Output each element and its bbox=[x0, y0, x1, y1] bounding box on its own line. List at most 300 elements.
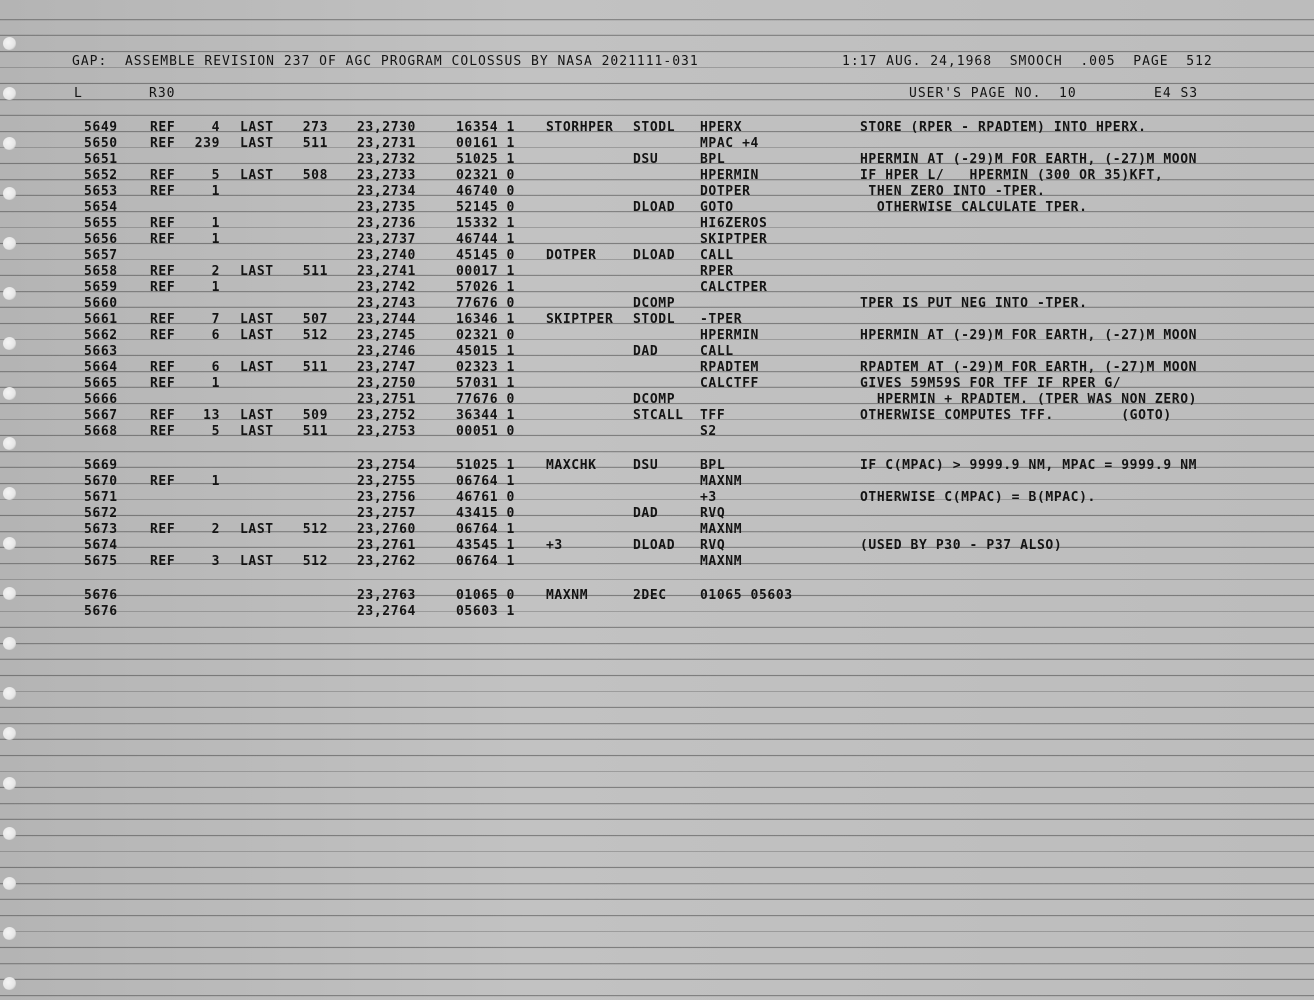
ref-keyword: REF bbox=[150, 184, 176, 199]
octal-word: 52145 0 bbox=[456, 200, 515, 215]
ref-count: 239 bbox=[194, 136, 220, 151]
last-keyword bbox=[240, 458, 284, 474]
label bbox=[546, 264, 634, 280]
last-keyword: LAST bbox=[240, 120, 274, 135]
octal-word: 00017 1 bbox=[456, 264, 515, 279]
line-number: 5650 bbox=[84, 136, 118, 151]
line-number: 5676 bbox=[84, 604, 118, 619]
operand: BPL bbox=[700, 458, 726, 473]
opcode bbox=[633, 136, 699, 152]
ref-count: 1 bbox=[211, 216, 220, 231]
opcode bbox=[633, 280, 699, 296]
last-page: 511 bbox=[302, 424, 328, 439]
address: 23,2740 bbox=[357, 248, 416, 263]
comment: GIVES 59M59S FOR TFF IF RPER G/ bbox=[860, 376, 1122, 391]
listing-row bbox=[0, 604, 1314, 620]
octal-word: 06764 1 bbox=[456, 554, 515, 569]
octal-word: 01065 0 bbox=[456, 588, 515, 603]
listing-row bbox=[0, 200, 1314, 216]
listing-row bbox=[0, 248, 1314, 264]
listing-row bbox=[0, 168, 1314, 184]
ref-count bbox=[188, 296, 220, 312]
last-page bbox=[292, 184, 328, 200]
ref-count: 7 bbox=[211, 312, 220, 327]
address: 23,2753 bbox=[357, 424, 416, 439]
last-keyword bbox=[240, 392, 284, 408]
comment bbox=[860, 474, 1300, 490]
label bbox=[546, 168, 634, 184]
listing-row bbox=[0, 184, 1314, 200]
opcode: STODL bbox=[633, 312, 676, 327]
comment: TPER IS PUT NEG INTO -TPER. bbox=[860, 296, 1088, 311]
ref-keyword: REF bbox=[150, 264, 176, 279]
last-page bbox=[292, 392, 328, 408]
comment bbox=[860, 424, 1300, 440]
last-page bbox=[292, 376, 328, 392]
ref-keyword: REF bbox=[150, 120, 176, 135]
ref-count bbox=[188, 506, 220, 522]
ref-keyword bbox=[150, 458, 190, 474]
last-page bbox=[292, 344, 328, 360]
listing-row bbox=[0, 216, 1314, 232]
address: 23,2745 bbox=[357, 328, 416, 343]
comment: HPERMIN AT (-29)M FOR EARTH, (-27)M MOON bbox=[860, 152, 1198, 167]
comment bbox=[860, 248, 1300, 264]
address: 23,2763 bbox=[357, 588, 416, 603]
octal-word: 51025 1 bbox=[456, 458, 515, 473]
last-page bbox=[292, 248, 328, 264]
last-keyword: LAST bbox=[240, 136, 274, 151]
comment bbox=[860, 216, 1300, 232]
last-page bbox=[292, 280, 328, 296]
address: 23,2750 bbox=[357, 376, 416, 391]
label bbox=[546, 216, 634, 232]
last-keyword: LAST bbox=[240, 554, 274, 569]
last-page bbox=[292, 200, 328, 216]
ref-count: 13 bbox=[203, 408, 220, 423]
feed-hole-icon bbox=[3, 727, 16, 740]
octal-word: 77676 0 bbox=[456, 296, 515, 311]
last-page bbox=[292, 588, 328, 604]
last-keyword bbox=[240, 296, 284, 312]
octal-word: 46761 0 bbox=[456, 490, 515, 505]
operand: GOTO bbox=[700, 200, 734, 215]
ref-keyword: REF bbox=[150, 376, 176, 391]
comment: OTHERWISE C(MPAC) = B(MPAC). bbox=[860, 490, 1096, 505]
address: 23,2742 bbox=[357, 280, 416, 295]
address: 23,2754 bbox=[357, 458, 416, 473]
ref-count bbox=[188, 538, 220, 554]
operand: RVQ bbox=[700, 506, 726, 521]
last-keyword bbox=[240, 506, 284, 522]
opcode bbox=[633, 376, 699, 392]
octal-word: 00051 0 bbox=[456, 424, 515, 439]
listing-row bbox=[0, 120, 1314, 136]
header-version: E4 S3 bbox=[1154, 86, 1199, 101]
octal-word: 36344 1 bbox=[456, 408, 515, 423]
opcode bbox=[633, 232, 699, 248]
line-number: 5673 bbox=[84, 522, 118, 537]
last-page bbox=[292, 232, 328, 248]
opcode bbox=[633, 424, 699, 440]
listing-row bbox=[0, 474, 1314, 490]
ref-count bbox=[188, 588, 220, 604]
last-keyword: LAST bbox=[240, 360, 274, 375]
last-keyword bbox=[240, 490, 284, 506]
ref-keyword bbox=[150, 152, 190, 168]
line-number: 5654 bbox=[84, 200, 118, 215]
opcode bbox=[633, 264, 699, 280]
label bbox=[546, 200, 634, 216]
comment bbox=[860, 264, 1300, 280]
address: 23,2760 bbox=[357, 522, 416, 537]
line-number: 5655 bbox=[84, 216, 118, 231]
opcode: DAD bbox=[633, 344, 659, 359]
listing-row bbox=[0, 588, 1314, 604]
ref-count bbox=[188, 604, 220, 620]
last-keyword bbox=[240, 216, 284, 232]
comment: IF C(MPAC) > 9999.9 NM, MPAC = 9999.9 NM bbox=[860, 458, 1198, 473]
comment: (USED BY P30 - P37 ALSO) bbox=[860, 538, 1063, 553]
label bbox=[546, 280, 634, 296]
label bbox=[546, 522, 634, 538]
address: 23,2752 bbox=[357, 408, 416, 423]
ref-keyword bbox=[150, 296, 190, 312]
label bbox=[546, 328, 634, 344]
ref-count: 5 bbox=[211, 168, 220, 183]
line-number: 5666 bbox=[84, 392, 118, 407]
label bbox=[546, 376, 634, 392]
line-number: 5656 bbox=[84, 232, 118, 247]
address: 23,2730 bbox=[357, 120, 416, 135]
last-page: 511 bbox=[302, 264, 328, 279]
label bbox=[546, 360, 634, 376]
operand: MAXNM bbox=[700, 522, 743, 537]
opcode: STODL bbox=[633, 120, 676, 135]
line-number: 5665 bbox=[84, 376, 118, 391]
last-page bbox=[292, 458, 328, 474]
line-number: 5662 bbox=[84, 328, 118, 343]
ref-keyword bbox=[150, 604, 190, 620]
octal-word: 06764 1 bbox=[456, 474, 515, 489]
address: 23,2764 bbox=[357, 604, 416, 619]
listing-row bbox=[0, 152, 1314, 168]
last-keyword: LAST bbox=[240, 264, 274, 279]
line-number: 5649 bbox=[84, 120, 118, 135]
listing-row bbox=[0, 522, 1314, 538]
label bbox=[546, 152, 634, 168]
comment: RPADTEM AT (-29)M FOR EARTH, (-27)M MOON bbox=[860, 360, 1198, 375]
listing-row bbox=[0, 408, 1314, 424]
octal-word: 51025 1 bbox=[456, 152, 515, 167]
address: 23,2751 bbox=[357, 392, 416, 407]
address: 23,2735 bbox=[357, 200, 416, 215]
octal-word: 05603 1 bbox=[456, 604, 515, 619]
operand: HPERX bbox=[700, 120, 743, 135]
line-number: 5663 bbox=[84, 344, 118, 359]
address: 23,2756 bbox=[357, 490, 416, 505]
label bbox=[546, 344, 634, 360]
line-number: 5674 bbox=[84, 538, 118, 553]
last-page: 511 bbox=[302, 136, 328, 151]
octal-word: 16354 1 bbox=[456, 120, 515, 135]
octal-word: 57031 1 bbox=[456, 376, 515, 391]
octal-word: 46744 1 bbox=[456, 232, 515, 247]
last-page bbox=[292, 152, 328, 168]
last-keyword bbox=[240, 280, 284, 296]
opcode bbox=[633, 184, 699, 200]
ref-keyword: REF bbox=[150, 312, 176, 327]
listing-row bbox=[0, 376, 1314, 392]
operand: RPER bbox=[700, 264, 734, 279]
last-keyword bbox=[240, 538, 284, 554]
opcode: DCOMP bbox=[633, 392, 676, 407]
octal-word: 43545 1 bbox=[456, 538, 515, 553]
last-page: 507 bbox=[302, 312, 328, 327]
last-keyword bbox=[240, 604, 284, 620]
ref-count bbox=[188, 200, 220, 216]
label bbox=[546, 604, 634, 620]
feed-hole-icon bbox=[3, 687, 16, 700]
ref-count: 2 bbox=[211, 264, 220, 279]
opcode bbox=[633, 168, 699, 184]
label: MAXNM bbox=[546, 588, 589, 603]
listing-row bbox=[0, 360, 1314, 376]
opcode: 2DEC bbox=[633, 588, 667, 603]
opcode bbox=[633, 328, 699, 344]
line-number: 5660 bbox=[84, 296, 118, 311]
listing-row bbox=[0, 328, 1314, 344]
address: 23,2757 bbox=[357, 506, 416, 521]
operand: -TPER bbox=[700, 312, 743, 327]
octal-word: 16346 1 bbox=[456, 312, 515, 327]
comment bbox=[860, 136, 1300, 152]
address: 23,2744 bbox=[357, 312, 416, 327]
ref-count: 4 bbox=[211, 120, 220, 135]
ref-count bbox=[188, 344, 220, 360]
operand bbox=[700, 604, 850, 620]
ref-keyword bbox=[150, 538, 190, 554]
operand: MPAC +4 bbox=[700, 136, 759, 151]
listing-row bbox=[0, 506, 1314, 522]
ref-count bbox=[188, 152, 220, 168]
address: 23,2733 bbox=[357, 168, 416, 183]
feed-hole-icon bbox=[3, 637, 16, 650]
ref-keyword: REF bbox=[150, 136, 176, 151]
operand: CALL bbox=[700, 248, 734, 263]
last-page: 273 bbox=[302, 120, 328, 135]
feed-hole-icon bbox=[3, 927, 16, 940]
last-keyword bbox=[240, 588, 284, 604]
header-l-marker: L bbox=[74, 86, 83, 101]
line-number: 5664 bbox=[84, 360, 118, 375]
label bbox=[546, 424, 634, 440]
octal-word: 02321 0 bbox=[456, 328, 515, 343]
operand: 01065 05603 bbox=[700, 588, 793, 603]
line-number: 5675 bbox=[84, 554, 118, 569]
line-number: 5659 bbox=[84, 280, 118, 295]
address: 23,2734 bbox=[357, 184, 416, 199]
last-keyword bbox=[240, 474, 284, 490]
ref-keyword: REF bbox=[150, 360, 176, 375]
ref-count: 1 bbox=[211, 184, 220, 199]
comment bbox=[860, 604, 1300, 620]
listing-row bbox=[0, 458, 1314, 474]
operand: CALCTFF bbox=[700, 376, 759, 391]
address: 23,2747 bbox=[357, 360, 416, 375]
address: 23,2737 bbox=[357, 232, 416, 247]
comment: OTHERWISE CALCULATE TPER. bbox=[860, 200, 1088, 215]
label bbox=[546, 392, 634, 408]
line-number: 5672 bbox=[84, 506, 118, 521]
octal-word: 15332 1 bbox=[456, 216, 515, 231]
ref-keyword bbox=[150, 248, 190, 264]
operand: RVQ bbox=[700, 538, 726, 553]
ref-count: 2 bbox=[211, 522, 220, 537]
line-number: 5676 bbox=[84, 588, 118, 603]
header-routine: R30 bbox=[149, 86, 176, 101]
opcode: DLOAD bbox=[633, 538, 676, 553]
last-keyword: LAST bbox=[240, 424, 274, 439]
label bbox=[546, 232, 634, 248]
opcode bbox=[633, 474, 699, 490]
listing-row bbox=[0, 296, 1314, 312]
ref-keyword bbox=[150, 588, 190, 604]
ref-count: 1 bbox=[211, 474, 220, 489]
ref-keyword: REF bbox=[150, 408, 176, 423]
last-keyword: LAST bbox=[240, 168, 274, 183]
opcode bbox=[633, 216, 699, 232]
line-number: 5652 bbox=[84, 168, 118, 183]
operand: HPERMIN bbox=[700, 328, 759, 343]
ref-count: 1 bbox=[211, 232, 220, 247]
last-page: 509 bbox=[302, 408, 328, 423]
last-page bbox=[292, 490, 328, 506]
octal-word: 00161 1 bbox=[456, 136, 515, 151]
label bbox=[546, 296, 634, 312]
ref-count bbox=[188, 490, 220, 506]
address: 23,2736 bbox=[357, 216, 416, 231]
octal-word: 06764 1 bbox=[456, 522, 515, 537]
label bbox=[546, 184, 634, 200]
feed-hole-icon bbox=[3, 877, 16, 890]
comment: OTHERWISE COMPUTES TFF. (GOTO) bbox=[860, 408, 1172, 423]
line-number: 5667 bbox=[84, 408, 118, 423]
line-number: 5653 bbox=[84, 184, 118, 199]
label bbox=[546, 554, 634, 570]
last-page bbox=[292, 296, 328, 312]
comment bbox=[860, 588, 1300, 604]
header-title: GAP: ASSEMBLE REVISION 237 OF AGC PROGRAM COLOSSUS BY NASA 2021111-031 bbox=[72, 54, 699, 69]
line-number: 5671 bbox=[84, 490, 118, 505]
operand: HPERMIN bbox=[700, 168, 759, 183]
ref-count: 6 bbox=[211, 328, 220, 343]
opcode: DLOAD bbox=[633, 248, 676, 263]
label bbox=[546, 506, 634, 522]
label: STORHPER bbox=[546, 120, 614, 135]
last-keyword: LAST bbox=[240, 312, 274, 327]
opcode bbox=[633, 360, 699, 376]
line-number: 5669 bbox=[84, 458, 118, 473]
comment: IF HPER L/ HPERMIN (300 OR 35)KFT, bbox=[860, 168, 1164, 183]
last-keyword bbox=[240, 184, 284, 200]
address: 23,2746 bbox=[357, 344, 416, 359]
last-page bbox=[292, 506, 328, 522]
address: 23,2732 bbox=[357, 152, 416, 167]
opcode bbox=[633, 554, 699, 570]
comment bbox=[860, 232, 1300, 248]
line-number: 5651 bbox=[84, 152, 118, 167]
header-date-page: 1:17 AUG. 24,1968 SMOOCH .005 PAGE 512 bbox=[842, 54, 1213, 69]
last-keyword: LAST bbox=[240, 522, 274, 537]
last-page bbox=[292, 538, 328, 554]
label: DOTPER bbox=[546, 248, 597, 263]
last-keyword bbox=[240, 152, 284, 168]
operand: RPADTEM bbox=[700, 360, 759, 375]
ref-count bbox=[188, 248, 220, 264]
line-number: 5658 bbox=[84, 264, 118, 279]
octal-word: 77676 0 bbox=[456, 392, 515, 407]
comment: HPERMIN AT (-29)M FOR EARTH, (-27)M MOON bbox=[860, 328, 1198, 343]
octal-word: 46740 0 bbox=[456, 184, 515, 199]
ref-keyword: REF bbox=[150, 280, 176, 295]
feed-hole-icon bbox=[3, 977, 16, 990]
operand: HI6ZEROS bbox=[700, 216, 768, 231]
ref-keyword: REF bbox=[150, 216, 176, 231]
label bbox=[546, 408, 634, 424]
listing-row bbox=[0, 344, 1314, 360]
operand: CALL bbox=[700, 344, 734, 359]
octal-word: 02323 1 bbox=[456, 360, 515, 375]
operand: +3 bbox=[700, 490, 717, 505]
operand: S2 bbox=[700, 424, 717, 439]
listing-row bbox=[0, 280, 1314, 296]
last-keyword bbox=[240, 248, 284, 264]
comment: THEN ZERO INTO -TPER. bbox=[860, 184, 1046, 199]
operand: BPL bbox=[700, 152, 726, 167]
last-page: 512 bbox=[302, 328, 328, 343]
ref-keyword: REF bbox=[150, 554, 176, 569]
ref-keyword: REF bbox=[150, 328, 176, 343]
ref-keyword bbox=[150, 392, 190, 408]
ref-count: 3 bbox=[211, 554, 220, 569]
feed-hole-icon bbox=[3, 827, 16, 840]
operand: MAXNM bbox=[700, 554, 743, 569]
ref-keyword: REF bbox=[150, 168, 176, 183]
operand: SKIPTPER bbox=[700, 232, 768, 247]
operand bbox=[700, 392, 850, 408]
listing-row bbox=[0, 136, 1314, 152]
address: 23,2762 bbox=[357, 554, 416, 569]
listing-row bbox=[0, 312, 1314, 328]
last-keyword: LAST bbox=[240, 328, 274, 343]
octal-word: 43415 0 bbox=[456, 506, 515, 521]
last-keyword: LAST bbox=[240, 408, 274, 423]
ref-count bbox=[188, 392, 220, 408]
comment: STORE (RPER - RPADTEM) INTO HPERX. bbox=[860, 120, 1147, 135]
opcode bbox=[633, 604, 699, 620]
line-number: 5661 bbox=[84, 312, 118, 327]
feed-hole-icon bbox=[3, 87, 16, 100]
comment bbox=[860, 554, 1300, 570]
operand: TFF bbox=[700, 408, 726, 423]
listing-row bbox=[0, 264, 1314, 280]
octal-word: 45145 0 bbox=[456, 248, 515, 263]
line-number: 5670 bbox=[84, 474, 118, 489]
octal-word: 45015 1 bbox=[456, 344, 515, 359]
ref-keyword bbox=[150, 344, 190, 360]
octal-word: 57026 1 bbox=[456, 280, 515, 295]
